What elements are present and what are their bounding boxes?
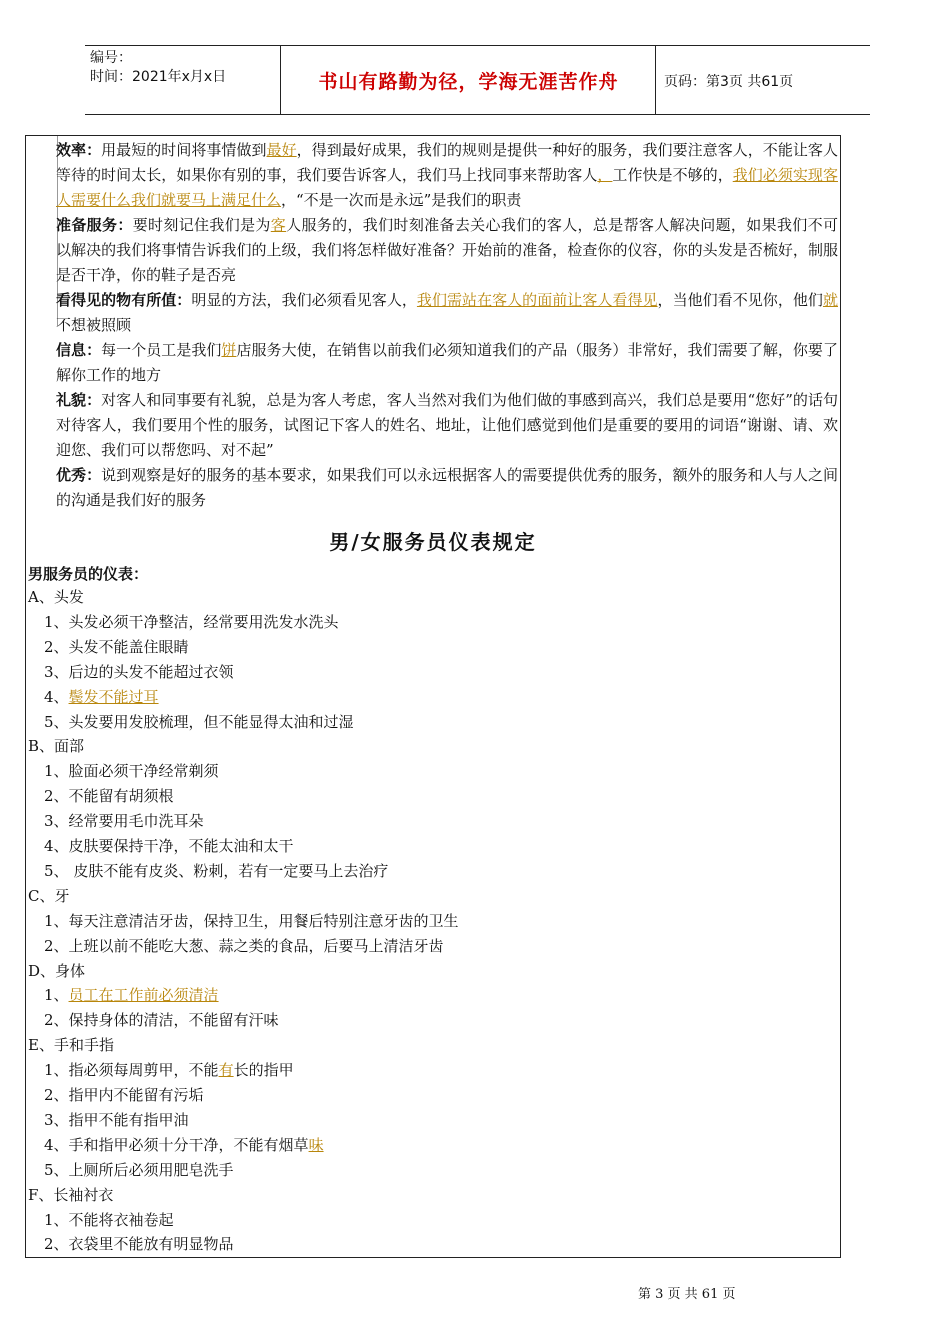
code-label: 编号： <box>90 50 132 66</box>
section-title: 男/女服务员仪表规定 <box>329 530 537 554</box>
rule-item <box>44 759 219 784</box>
rule-text: 上班以前不能吃大葱、蒜之类的食品，后要马上清洁牙齿 <box>68 936 444 955</box>
rule-number: 1、 <box>44 1061 69 1080</box>
highlighted-text: 味 <box>308 1135 324 1154</box>
intro-paragraph <box>56 288 838 338</box>
rule-text: 指必须每周剪甲，不能 <box>68 1061 219 1080</box>
category-label: B、面部 <box>28 737 85 756</box>
content-frame <box>25 135 883 1258</box>
rule-text: 头发不能盖住眼睛 <box>68 637 189 656</box>
header-page-info: 页码：第3页 共61页 <box>664 74 794 90</box>
category-label: F、长袖衬衣 <box>28 1185 114 1204</box>
rule-item <box>44 809 204 834</box>
intro-paragraph <box>56 213 883 288</box>
intro-text: 用最短的时间将事情做到 <box>101 141 267 159</box>
rule-number: 1、 <box>44 612 69 631</box>
rule-number: 4、 <box>44 837 69 855</box>
rule-text: 指甲内不能留有污垢 <box>68 1086 204 1104</box>
rule-item <box>44 1232 234 1257</box>
header-meta <box>90 49 226 87</box>
rule-text: 长的指甲 <box>233 1061 294 1080</box>
intro-text: 每一个员工是我们 <box>101 341 222 359</box>
rule-number: 1、 <box>44 911 69 930</box>
intro-paragraph <box>56 138 838 213</box>
intro-text: 店服务大使，在销售以前我们必须知道我们的产品（服务）非常好，我们需要了解，你要了解你工作的地方 <box>56 341 838 384</box>
rule-text: 指甲不能有指甲油 <box>68 1110 189 1129</box>
rule-item <box>44 983 219 1008</box>
intro-text: 要时刻记住我们是为 <box>132 216 271 234</box>
rule-number: 1、 <box>44 986 69 1005</box>
highlighted-text: 最好 <box>266 141 297 159</box>
intro-term: 效率： <box>56 141 102 159</box>
rule-text: 上厕所后必须用肥皂洗手 <box>68 1160 234 1179</box>
page-footer: 第 3 页 共 61 页 <box>638 1287 736 1302</box>
rule-text: 皮肤要保持干净，不能太油和太干 <box>68 837 294 855</box>
intro-text: 人服务的，我们时刻准备去关心我们的客人，总是帮客人解决问题，如果我们不可 以解决的我们将事情告诉我们的上级，我们将怎样做好准备？开始前的准备，检查你的仪容，你的头发是否梳好，制服是否干净，你的鞋子是否亮 <box>56 216 883 284</box>
category-label: A、头发 <box>28 588 84 606</box>
rule-text: 不能留有胡须根 <box>68 787 174 806</box>
intro-paragraph <box>56 388 838 463</box>
intro-term: 优秀： <box>56 466 102 484</box>
intro-term: 礼貌： <box>56 391 102 409</box>
rule-number: 2、 <box>44 787 69 806</box>
rule-text: 每天注意清洁牙齿，保持卫生，用餐后特别注意牙齿的卫生 <box>68 911 459 930</box>
highlighted-text: 我们必须实现客人需要什么我们就要马上满足什么 <box>56 166 838 209</box>
rule-item <box>44 1158 234 1183</box>
intro-text: ，“不是一次而是永远”是我们的职责 <box>281 191 522 209</box>
intro-paragraph <box>56 338 838 388</box>
rule-text: 鬓发不能过耳 <box>68 687 159 706</box>
rule-item <box>44 859 388 884</box>
rule-text: 衣袋里不能放有明显物品 <box>68 1235 234 1254</box>
page-header <box>85 45 870 115</box>
intro-text: 说到观察是好的服务的基本要求，如果我们可以永远根据客人的需要提供优秀的服务，额外的服务和人与人之间的沟通是我们好的服务 <box>56 466 838 509</box>
rule-item <box>44 635 189 660</box>
rule-item <box>44 1208 174 1233</box>
rule-text: 手和指甲必须十分干净，不能有烟草 <box>68 1135 309 1154</box>
rule-item <box>44 909 459 934</box>
highlighted-text: ， <box>597 166 613 184</box>
rule-item <box>44 685 159 710</box>
rule-text: 后边的头发不能超过衣领 <box>68 662 234 681</box>
rule-text: 不能将衣袖卷起 <box>68 1210 174 1229</box>
category-label: E、手和手指 <box>28 1036 114 1055</box>
intro-text: 对客人和同事要有礼貌，总是为客人考虑，客人当然对我们为他们做的事感到高兴，我们总是要用“您好”的话句对待客人，我们要用个性的服务，试图记下客人的姓名、地址，让他们感觉到他们是重要的要用的词语“谢谢、请、欢迎您、我们可以帮您吗、对不起” <box>56 391 838 459</box>
rule-number: 2、 <box>44 936 69 955</box>
rule-number: 2、 <box>44 1011 69 1030</box>
category-label: C、牙 <box>28 886 70 905</box>
intro-term: 准备服务： <box>56 216 133 234</box>
rule-number: 3、 <box>44 812 69 831</box>
highlighted-text: 客 <box>270 216 287 234</box>
highlighted-text: 就 <box>822 291 838 309</box>
rule-text: 头发必须干净整洁，经常要用洗发水洗头 <box>68 612 339 631</box>
intro-text: ，当他们看不见你，他们 <box>657 291 823 309</box>
intro-text: 不想被照顾 <box>56 316 132 334</box>
rule-item <box>44 834 294 859</box>
highlighted-text: 饼 <box>221 341 237 359</box>
rule-item <box>44 660 234 685</box>
rule-text: 皮肤不能有皮炎、粉刺，若有一定要马上去治疗 <box>68 861 389 880</box>
rule-number: 2、 <box>44 637 69 656</box>
rule-number: 2、 <box>44 1235 69 1254</box>
rule-number: 3、 <box>44 1110 69 1129</box>
highlighted-text: 有 <box>218 1061 234 1080</box>
intro-term: 信息： <box>56 341 102 359</box>
rule-number: 1、 <box>44 1210 69 1229</box>
time-label: 时间：2021年x月x日 <box>90 69 227 85</box>
rule-number: 4、 <box>44 687 69 706</box>
intro-term: 看得见的物有所值： <box>56 291 192 309</box>
intro-text: 工作快是不够的， <box>612 166 733 184</box>
rule-number: 2、 <box>44 1086 69 1104</box>
category-label: D、身体 <box>28 961 86 980</box>
rule-text: 保持身体的清洁，不能留有汗味 <box>68 1011 279 1030</box>
rule-item <box>44 1133 324 1158</box>
rule-item <box>44 610 339 635</box>
rule-item <box>44 934 444 959</box>
rule-text: 脸面必须干净经常剃须 <box>68 762 219 781</box>
rule-item <box>44 1108 189 1133</box>
rule-text: 经常要用毛巾洗耳朵 <box>68 812 204 831</box>
intro-text: ，得到最好成果，我们的规则是提供一种好的服务，我们要注意客人，不能让客人等待的时间太长，如果你有别的事，我们要告诉客人，我们马上找同事来帮助客人 <box>56 141 838 184</box>
rule-item <box>44 710 354 735</box>
rule-number: 3、 <box>44 662 69 681</box>
intro-paragraph <box>56 463 838 513</box>
rule-number: 5、 <box>44 712 69 731</box>
rule-item <box>44 1008 279 1033</box>
intro-text: 明显的方法，我们必须看见客人， <box>191 291 417 309</box>
highlighted-text: 我们需站在客人的面前让客人看得见 <box>416 291 658 309</box>
rule-number: 4、 <box>44 1135 69 1154</box>
rule-number: 1、 <box>44 762 69 781</box>
rule-number: 5、 <box>44 861 69 880</box>
rule-item <box>44 1083 204 1108</box>
rule-text: 员工在工作前必须清洁 <box>68 986 219 1005</box>
rule-item <box>44 1058 294 1083</box>
subhead: 男服务员的仪表： <box>28 565 149 583</box>
rule-text: 头发要用发胶梳理，但不能显得太油和过湿 <box>68 712 354 731</box>
header-motto: 书山有路勤为径，学海无涯苦作舟 <box>318 70 619 93</box>
rule-number: 5、 <box>44 1160 69 1179</box>
rule-item <box>44 784 174 809</box>
